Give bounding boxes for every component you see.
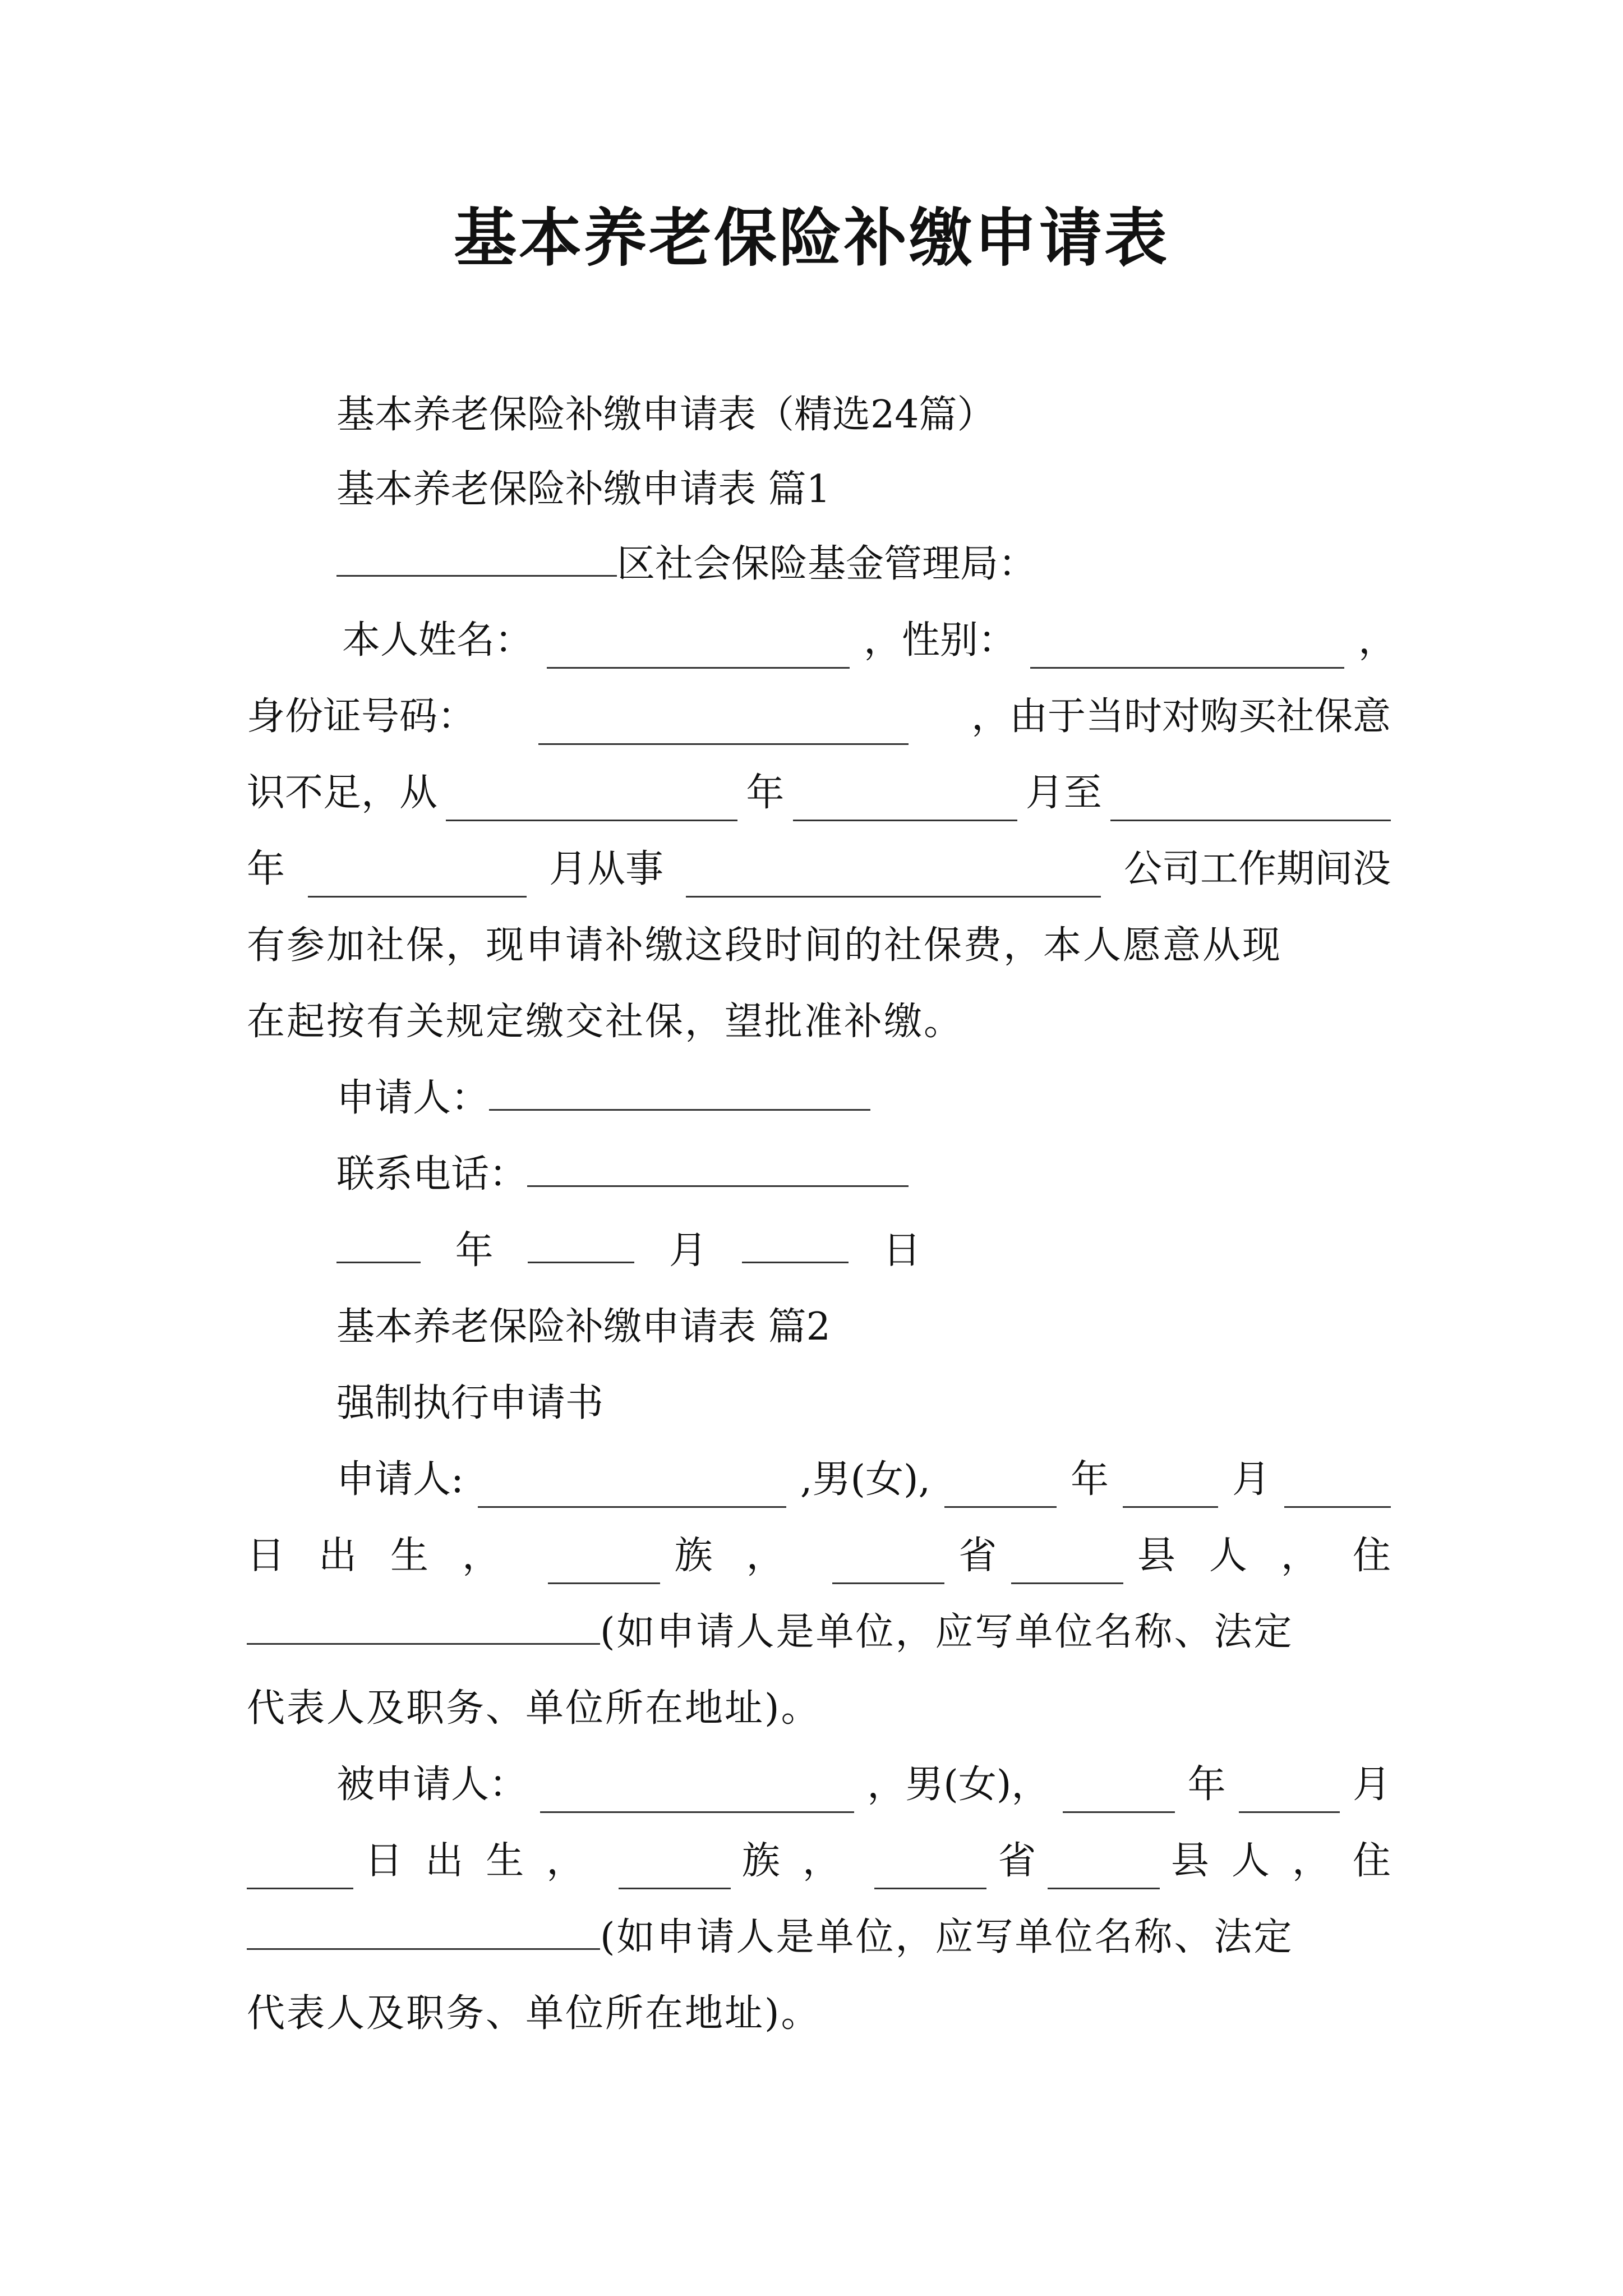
date-year-blank <box>336 1227 421 1263</box>
p2-note-line: 代表人及职务、单位所在地址)。 <box>247 1686 821 1731</box>
respondent-year-label: 年 <box>1187 1763 1226 1807</box>
p2-respondent-address-line <box>247 1910 1391 1966</box>
date-month-label: 月 <box>668 1228 707 1273</box>
p2-year-blank <box>944 1471 1057 1508</box>
respondent-birth-label: 日出生， <box>365 1839 607 1883</box>
body-line-5: 有参加社保，现申请补缴这段时间的社保费，本人愿意从现 <box>247 923 1283 968</box>
p2-day-blank <box>1284 1471 1391 1508</box>
period-line-2 <box>247 841 1391 898</box>
month-work-label: 月从事 <box>548 847 663 891</box>
period-line-1 <box>247 765 1391 821</box>
respondent-address-note: (如申请人是单位，应写单位名称、法定 <box>600 1915 1294 1959</box>
respondent-month-blank <box>1239 1777 1340 1813</box>
phone-blank <box>527 1151 909 1187</box>
section-heading-2: 基本养老保险补缴申请表 篇2 <box>336 1305 831 1349</box>
section-heading-1: 基本养老保险补缴申请表 篇1 <box>336 467 831 512</box>
p2-applicant-blank <box>478 1471 786 1508</box>
respondent-label: 被申请人： <box>336 1763 528 1807</box>
respondent-county-blank <box>1048 1853 1160 1889</box>
id-line <box>247 689 1391 745</box>
respondent-province-blank <box>874 1853 986 1889</box>
phone-line <box>336 1147 1391 1203</box>
p2-address-note: (如申请人是单位，应写单位名称、法定 <box>600 1610 1294 1654</box>
p2-applicant-line <box>336 1452 1391 1508</box>
addressee-line <box>336 536 1391 592</box>
p2-birth-line <box>247 1528 1424 1584</box>
end-year-blank <box>1110 785 1391 821</box>
name-gender-line <box>342 613 1396 669</box>
gender-blank <box>1030 632 1344 669</box>
p2-respondent-birth-line <box>247 1833 1413 1889</box>
p2-province-label: 省 <box>958 1534 997 1578</box>
respondent-month-label: 月 <box>1352 1763 1391 1807</box>
name-label: 本人姓名： <box>342 618 533 662</box>
date-line <box>336 1223 1391 1279</box>
respondent-province-label: 省 <box>998 1839 1036 1883</box>
addressee-text: 区社会保险基金管理局： <box>617 542 1037 586</box>
p2-ethnic-label: 族， <box>674 1534 818 1578</box>
section-subheading-2: 强制执行申请书 <box>336 1381 604 1425</box>
respondent-ethnic-label: 族， <box>741 1839 863 1883</box>
month-to-label: 月至 <box>1025 771 1102 815</box>
period-start-label: 识不足，从 <box>247 771 438 815</box>
p2-address-line <box>247 1604 1391 1660</box>
year-label: 年 <box>746 771 785 815</box>
p2-month-blank <box>1123 1471 1218 1508</box>
document-title: 基本养老保险补缴申请表 <box>454 201 1169 275</box>
body-line-6: 在起按有关规定缴交社保，望批准补缴。 <box>247 1000 964 1044</box>
p2-gender-text: ,男(女), <box>800 1457 931 1502</box>
p2-year-label: 年 <box>1071 1457 1109 1502</box>
p2-month-label: 月 <box>1232 1457 1270 1502</box>
p2-ethnic-blank <box>548 1548 660 1584</box>
company-blank <box>686 861 1101 898</box>
p2-applicant-label: 申请人: <box>336 1457 464 1502</box>
p2-respondent-line <box>336 1757 1391 1813</box>
start-month-blank <box>793 785 1017 821</box>
date-month-blank <box>528 1227 634 1263</box>
comma: ， <box>1358 618 1396 662</box>
respondent-ethnic-blank <box>619 1853 731 1889</box>
gender-label: ，性别： <box>863 618 1016 662</box>
respondent-year-blank <box>1063 1777 1175 1813</box>
year-label-2: 年 <box>247 847 285 891</box>
name-blank <box>547 632 850 669</box>
start-year-blank <box>446 785 737 821</box>
id-blank <box>538 708 909 745</box>
p2-county-blank <box>1011 1548 1123 1584</box>
p2-respondent-note-line: 代表人及职务、单位所在地址)。 <box>247 1991 821 2036</box>
respondent-address-blank <box>247 1913 600 1950</box>
applicant-signature-line <box>336 1070 1391 1126</box>
applicant-label: 申请人： <box>336 1076 490 1120</box>
date-day-label: 日 <box>883 1228 921 1273</box>
p2-county-label: 县人，住 <box>1137 1534 1424 1578</box>
district-blank <box>336 540 617 577</box>
date-year-label: 年 <box>455 1228 494 1273</box>
end-month-blank <box>308 861 527 898</box>
p2-address-blank <box>247 1608 600 1645</box>
date-day-blank <box>742 1227 849 1263</box>
subtitle: 基本养老保险补缴申请表（精选24篇） <box>336 393 995 437</box>
applicant-blank <box>489 1074 870 1111</box>
respondent-blank <box>540 1777 854 1813</box>
id-label: 身份证号码： <box>247 694 476 739</box>
respondent-day-blank <box>247 1853 353 1889</box>
p2-birth-label: 日出生， <box>247 1534 534 1578</box>
company-text: 公司工作期间没 <box>1123 847 1391 891</box>
respondent-county-label: 县人，住 <box>1170 1839 1413 1883</box>
p2-province-blank <box>832 1548 944 1584</box>
phone-label: 联系电话： <box>336 1152 528 1197</box>
id-after-text: ，由于当时对购买社保意 <box>971 694 1391 739</box>
respondent-gender-text: ，男(女)， <box>867 1763 1050 1807</box>
